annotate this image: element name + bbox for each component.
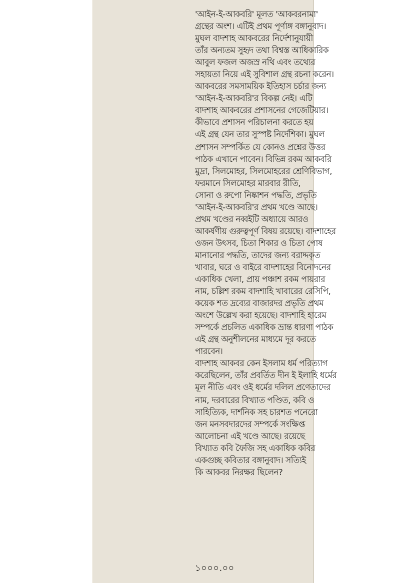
blurb-line: আকবরের সমসাময়িক ইতিহাস চর্চার জন্য xyxy=(195,81,327,92)
blurb-line: একাধিক খেলা, প্রায় পঞ্চাশ রকম পায়রার xyxy=(195,274,326,285)
blurb-line: আলোচনা এই খণ্ডে আছে। রয়েছে xyxy=(195,430,305,441)
blurb-line: মূল নীতি এবং ওই ধর্মের দলিল প্রণেতাদের xyxy=(195,382,331,393)
blurb-line: মুঘল বাদশাহ আকবরের নির্দেশানুযায়ী xyxy=(195,33,314,44)
blurb-line: বিখ্যাত কবি ফৈজি সহ একাধিক কবির xyxy=(195,442,316,453)
price-label: ১০০০.০০ xyxy=(195,564,235,574)
blurb-line: প্রশাসন সম্পর্কিত যে কোনও প্রশ্নের উত্তর xyxy=(195,141,326,152)
blurb-line: গ্রন্থের অংশ। এটিই প্রথম পূর্ণাঙ্গ বঙ্গানুবাদ। xyxy=(195,21,327,32)
blurb-line: সহায়তা নিয়ে এই সুবিশাল গ্রন্থ রচনা করেন। xyxy=(195,69,334,80)
blurb-line: প্রথম খণ্ডের নব্বইটি অধ্যায়ে আরও xyxy=(195,213,309,224)
book-flap xyxy=(92,0,337,583)
blurb-line: মুদ্রা, সিলমোহর, সিলমোহরের শ্রেণিবিভাগ, xyxy=(195,165,333,176)
blurb-line: মানানোর পদ্ধতি, তাদের জন্য বরাদ্দকৃত xyxy=(195,249,321,260)
blurb-line: 'আইন-ই-আকবরি' মূলত 'আকবরনামা' xyxy=(195,9,318,19)
blurb-line: 'আইন-ই-আকবরি'র বিকল্প নেই। এটি xyxy=(195,93,313,104)
blurb-line: এই গ্রন্থ যেন তার সুস্পষ্ট নির্দেশিকা। মুঘল xyxy=(195,129,325,140)
blurb-line: আকর্ষণীয় গুরুত্বপূর্ণ বিষয় রয়েছে। বাদশাহের xyxy=(195,225,336,236)
blurb-line: পারবেন। xyxy=(195,346,223,357)
blurb-line: কি আকবর নিরক্ষর ছিলেন? xyxy=(195,466,283,477)
blurb-line: এই গ্রন্থ অনুশীলনের মাধ্যমে দূর করতে xyxy=(195,334,316,345)
blurb-line: তাঁর অন্যতম সুহৃদ তথা বিশ্বস্ত আধিকারিক xyxy=(195,45,329,56)
blurb-line: সোনা ও রুপো নিষ্কাশন পদ্ধতি, প্রভৃতি xyxy=(195,189,317,200)
blurb-line: পাঠক এখানে পাবেন। বিভিন্ন রকম আকবরি xyxy=(195,153,332,164)
blurb-line: কয়েক শত দ্রব্যের বাজারদর প্রভৃতি প্রথম xyxy=(195,298,324,309)
blurb-text xyxy=(195,8,399,478)
blurb-line: বাদশাহ আকবর কেন ইসলাম ধর্ম পরিত্যাগ xyxy=(195,358,328,369)
blurb-line: ওজন উৎসব, চিতা শিকার ও চিতা পোষ xyxy=(195,237,323,248)
blurb-line: কীভাবে প্রশাসন পরিচালনা করতে হয় xyxy=(195,117,314,128)
blurb-line: অংশে উল্লেখ করা হয়েছে। বাদশাহি হারেম xyxy=(195,310,327,321)
blurb-line: ফরমানে সিলমোহর মারবার রীতি, xyxy=(195,177,301,188)
blurb-line: জন মনসবদারদের সম্পর্কে সংক্ষিপ্ত xyxy=(195,418,305,429)
blurb-line: খাবার, ঘরে ও বাইরে বাদশাহের বিনোদনের xyxy=(195,261,331,272)
blurb-line: সম্পর্কে প্রচলিত একাধিক ভ্রান্ত ধারণা পাঠক xyxy=(195,322,334,333)
blurb-line: নাম, চল্লিশ রকম বাদশাহি খাবারের রেসিপি, xyxy=(195,286,331,297)
blurb-line: নাম, দরবারের বিখ্যাত পণ্ডিত, কবি ও xyxy=(195,394,315,405)
blurb-line: 'আইন-ই-আকবরি'র প্রথম খণ্ডে আছে। xyxy=(195,201,318,212)
blurb-line: একগুচ্ছ কবিতার বঙ্গানুবাদ। সত্যিই xyxy=(195,454,306,465)
blurb-line: বাদশাহ আকবরের প্রশাসনের গেজেটিয়ার। xyxy=(195,105,329,116)
blurb-line: করেছিলেন, তাঁর প্রবর্তিত দীন ই ইলাহি ধর্মের xyxy=(195,370,337,381)
blurb-line: আবুল ফজল অজস্র নথি এবং তথ্যের xyxy=(195,57,316,68)
blurb-line: সাহিত্যিক, দার্শনিক সহ চারশত পনেরো xyxy=(195,406,318,417)
